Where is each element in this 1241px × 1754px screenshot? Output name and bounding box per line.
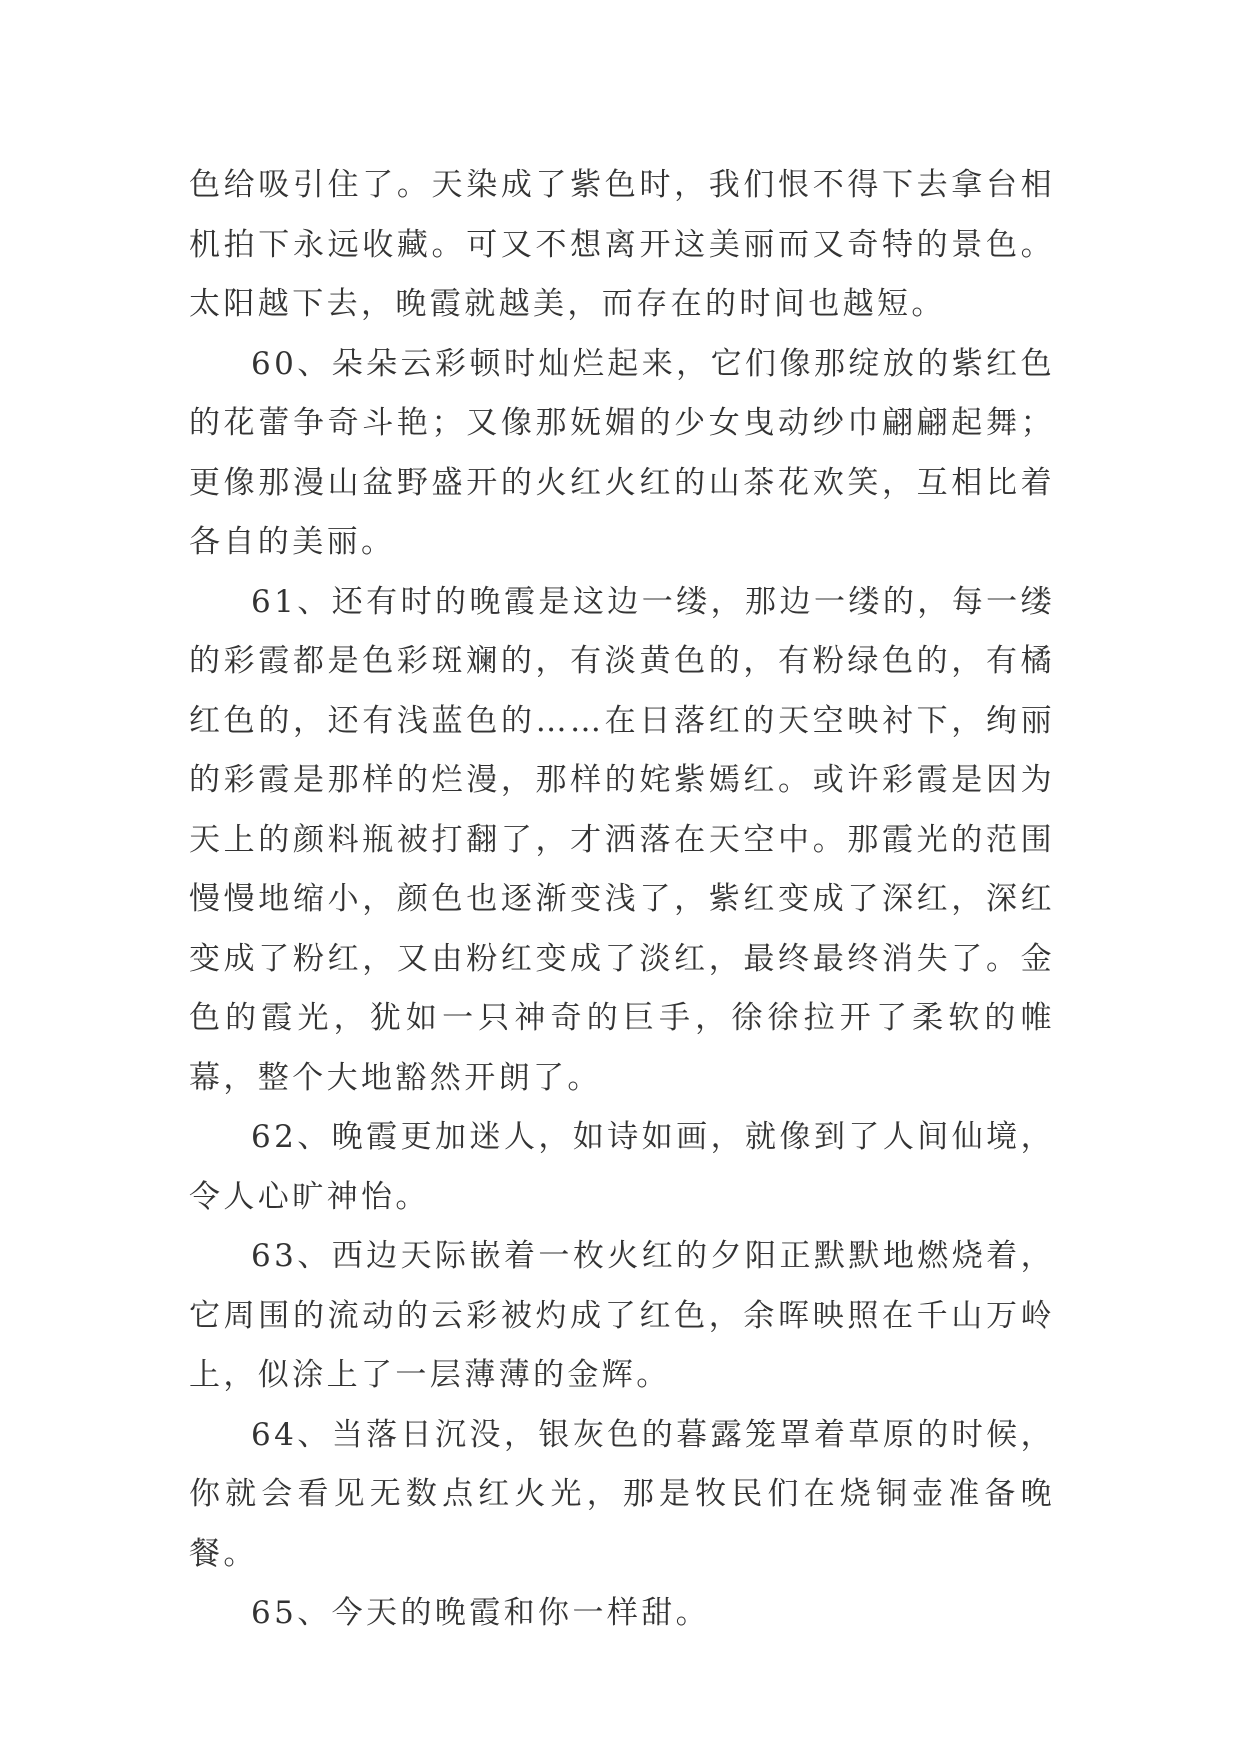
paragraph-61: 61、还有时的晚霞是这边一缕，那边一缕的，每一缕的彩霞都是色彩斑斓的，有淡黄色的，有粉绿色的，有橘红色的，还有浅蓝色的……在日落红的天空映衬下，绚丽的彩霞是那样的烂漫，那样的姹紫嫣红。或许彩霞是因为天上的颜料瓶被打翻了，才洒落在天空中。那霞光的范围慢慢地缩小，颜色也逐渐变浅了，紫红变成了深红，深红变成了粉红，又由粉红变成了淡红，最终最终消失了。金色的霞光，犹如一只神奇的巨手，徐徐拉开了柔软的帷幕，整个大地豁然开朗了。 [189,583,1055,1096]
paragraph-63: 63、西边天际嵌着一枚火红的夕阳正默默地燃烧着，它周围的流动的云彩被灼成了红色，余晖映照在千山万岭上，似涂上了一层薄薄的金辉。 [189,1238,1055,1393]
paragraph-64: 64、当落日沉没，银灰色的暮露笼罩着草原的时候，你就会看见无数点红火光，那是牧民们在烧铜壶准备晚餐。 [189,1416,1055,1572]
paragraph-65: 65、今天的晚霞和你一样甜。 [251,1595,711,1631]
document-body [189,156,1055,1644]
paragraph-60: 60、朵朵云彩顿时灿烂起来，它们像那绽放的紫红色的花蕾争奇斗艳；又像那妩媚的少女曳动纱巾翩翩起舞；更像那漫山盆野盛开的火红火红的山茶花欢笑，互相比着各自的美丽。 [189,345,1055,560]
paragraph-continuation: 色给吸引住了。天染成了紫色时，我们恨不得下去拿台相机拍下永远收藏。可又不想离开这美丽而又奇特的景色。太阳越下去，晚霞就越美，而存在的时间也越短。 [189,167,1055,322]
paragraph-62: 62、晚霞更加迷人，如诗如画，就像到了人间仙境，令人心旷神怡。 [189,1119,1055,1215]
